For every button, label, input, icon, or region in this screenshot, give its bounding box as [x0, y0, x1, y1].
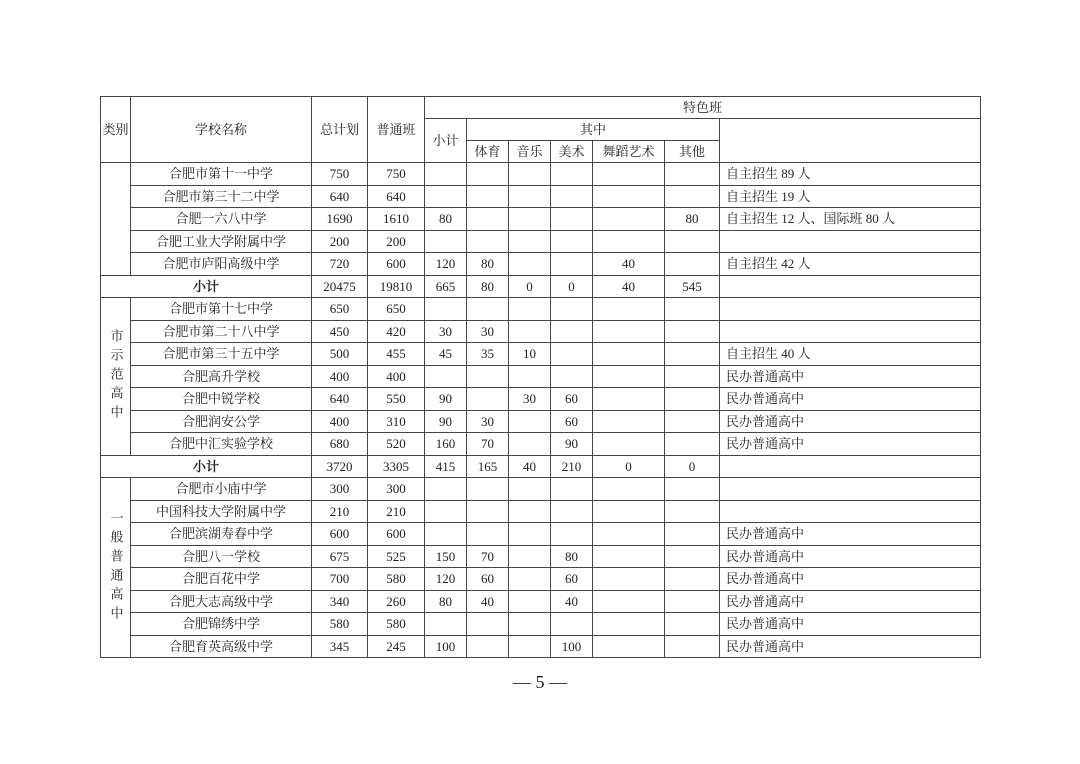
dance-cell: [593, 298, 665, 321]
other-cell: [665, 320, 720, 343]
dance-cell: [593, 320, 665, 343]
note-subtotal: [720, 275, 981, 298]
subtotal-row: [101, 455, 981, 478]
special-subtotal-cell: 45: [425, 343, 467, 366]
total-plan-cell: 650: [312, 298, 368, 321]
category-cell: 一般普通高中: [101, 478, 131, 658]
art-cell: 40: [551, 590, 593, 613]
school-name-cell: 合肥高升学校: [131, 365, 312, 388]
page-number: — 5 —: [513, 672, 567, 692]
dance-cell: [593, 523, 665, 546]
pe-cell: 30: [467, 320, 509, 343]
subtotal-label: 小计: [101, 455, 312, 478]
school-name-cell: 合肥中汇实验学校: [131, 433, 312, 456]
music-cell: [509, 613, 551, 636]
school-name-cell: 合肥润安公学: [131, 410, 312, 433]
other-cell: [665, 298, 720, 321]
art-cell: [551, 163, 593, 186]
other-cell: [665, 613, 720, 636]
note-cell: 自主招生 40 人: [720, 343, 981, 366]
art-cell: [551, 523, 593, 546]
music-cell: [509, 298, 551, 321]
regular-class-cell: 600: [368, 253, 425, 276]
pe-cell: 35: [467, 343, 509, 366]
special-subtotal-cell: 80: [425, 208, 467, 231]
school-name-cell: 合肥市第十一中学: [131, 163, 312, 186]
header-total: 总计划: [312, 97, 368, 163]
total-plan-cell: 580: [312, 613, 368, 636]
pe-cell: [467, 613, 509, 636]
note-cell: [720, 298, 981, 321]
dance-cell: [593, 478, 665, 501]
header-among: 其中: [467, 119, 720, 141]
category-cell: 市示范高中: [101, 298, 131, 456]
note-cell: 民办普通高中: [720, 410, 981, 433]
table-row: [101, 208, 981, 231]
enrollment-plan-table: [100, 96, 981, 658]
special-subtotal-cell: 90: [425, 410, 467, 433]
regular-class-cell: 455: [368, 343, 425, 366]
school-name-cell: 中国科技大学附属中学: [131, 500, 312, 523]
school-name-cell: 合肥市庐阳高级中学: [131, 253, 312, 276]
total-plan-cell: 675: [312, 545, 368, 568]
music-cell: [509, 590, 551, 613]
special-subtotal-cell: 30: [425, 320, 467, 343]
art-cell: [551, 253, 593, 276]
total-plan-cell: 200: [312, 230, 368, 253]
music-cell: 30: [509, 388, 551, 411]
school-name-cell: 合肥市第十七中学: [131, 298, 312, 321]
total-plan-cell: 680: [312, 433, 368, 456]
special-subtotal-cell: 120: [425, 253, 467, 276]
table-row: [101, 545, 981, 568]
music-subtotal: 0: [509, 275, 551, 298]
dance-cell: [593, 208, 665, 231]
table-row: [101, 613, 981, 636]
art-cell: [551, 320, 593, 343]
table-row: [101, 343, 981, 366]
music-cell: [509, 635, 551, 658]
art-cell: 60: [551, 388, 593, 411]
dance-cell: [593, 163, 665, 186]
dance-subtotal: 0: [593, 455, 665, 478]
header-regular: 普通班: [368, 97, 425, 163]
total-plan-cell: 720: [312, 253, 368, 276]
art-cell: [551, 478, 593, 501]
table-row: [101, 410, 981, 433]
other-cell: [665, 388, 720, 411]
table-header: [101, 97, 981, 163]
school-name-cell: 合肥百花中学: [131, 568, 312, 591]
other-cell: [665, 185, 720, 208]
pe-cell: [467, 478, 509, 501]
art-cell: 60: [551, 410, 593, 433]
table-row: [101, 500, 981, 523]
special-subtotal-cell: 90: [425, 388, 467, 411]
other-cell: [665, 635, 720, 658]
music-cell: [509, 208, 551, 231]
school-name-cell: 合肥大志高级中学: [131, 590, 312, 613]
other-cell: [665, 365, 720, 388]
regular-class-cell: 640: [368, 185, 425, 208]
dance-cell: [593, 230, 665, 253]
total-plan-cell: 640: [312, 388, 368, 411]
total-plan-cell: 700: [312, 568, 368, 591]
music-cell: [509, 545, 551, 568]
total-plan-subtotal: 20475: [312, 275, 368, 298]
total-plan-cell: 750: [312, 163, 368, 186]
total-plan-cell: 1690: [312, 208, 368, 231]
art-cell: [551, 343, 593, 366]
regular-class-cell: 525: [368, 545, 425, 568]
dance-cell: [593, 613, 665, 636]
note-cell: [720, 230, 981, 253]
art-subtotal: 0: [551, 275, 593, 298]
note-subtotal: [720, 455, 981, 478]
school-name-cell: 合肥市第二十八中学: [131, 320, 312, 343]
pe-cell: 80: [467, 253, 509, 276]
note-cell: 民办普通高中: [720, 433, 981, 456]
dance-cell: [593, 365, 665, 388]
special-subtotal-cell: [425, 185, 467, 208]
dance-cell: [593, 590, 665, 613]
regular-class-cell: 210: [368, 500, 425, 523]
special-subtotal-cell: 100: [425, 635, 467, 658]
other-cell: [665, 253, 720, 276]
pe-cell: [467, 388, 509, 411]
special-subtotal-cell: [425, 298, 467, 321]
art-cell: [551, 298, 593, 321]
header-other: 其他: [665, 141, 720, 163]
table-row: [101, 523, 981, 546]
table-row: [101, 590, 981, 613]
other-cell: [665, 478, 720, 501]
other-cell: [665, 590, 720, 613]
pe-cell: 30: [467, 410, 509, 433]
art-subtotal: 210: [551, 455, 593, 478]
art-cell: 60: [551, 568, 593, 591]
music-cell: [509, 320, 551, 343]
note-cell: 自主招生 19 人: [720, 185, 981, 208]
other-cell: [665, 500, 720, 523]
table-row: [101, 253, 981, 276]
music-cell: [509, 568, 551, 591]
total-plan-cell: 345: [312, 635, 368, 658]
dance-cell: [593, 410, 665, 433]
table-row: [101, 163, 981, 186]
dance-cell: [593, 185, 665, 208]
dance-cell: [593, 545, 665, 568]
music-cell: [509, 253, 551, 276]
special-subtotal-cell: [425, 478, 467, 501]
pe-subtotal: 165: [467, 455, 509, 478]
art-cell: [551, 365, 593, 388]
music-cell: [509, 500, 551, 523]
art-cell: [551, 613, 593, 636]
special-subtotal-cell: [425, 500, 467, 523]
school-name-cell: 合肥一六八中学: [131, 208, 312, 231]
regular-class-cell: 200: [368, 230, 425, 253]
school-name-cell: 合肥市第三十二中学: [131, 185, 312, 208]
music-cell: [509, 433, 551, 456]
special-subtotal-subtotal: 665: [425, 275, 467, 298]
other-cell: 80: [665, 208, 720, 231]
note-cell: 民办普通高中: [720, 568, 981, 591]
school-name-cell: 合肥市小庙中学: [131, 478, 312, 501]
dance-cell: 40: [593, 253, 665, 276]
regular-class-cell: 580: [368, 613, 425, 636]
school-name-cell: 合肥中锐学校: [131, 388, 312, 411]
art-cell: [551, 185, 593, 208]
table-row: [101, 433, 981, 456]
other-cell: [665, 545, 720, 568]
other-cell: [665, 230, 720, 253]
music-cell: [509, 523, 551, 546]
music-cell: [509, 230, 551, 253]
note-cell: [720, 500, 981, 523]
header-category: 类别: [101, 97, 131, 163]
art-cell: [551, 230, 593, 253]
other-subtotal: 545: [665, 275, 720, 298]
table-row: [101, 568, 981, 591]
special-subtotal-cell: 160: [425, 433, 467, 456]
header-dance: 舞蹈艺术: [593, 141, 665, 163]
dance-subtotal: 40: [593, 275, 665, 298]
category-cell: [101, 163, 131, 276]
table-row: [101, 298, 981, 321]
special-subtotal-cell: 120: [425, 568, 467, 591]
pe-cell: [467, 635, 509, 658]
total-plan-cell: 640: [312, 185, 368, 208]
regular-class-cell: 550: [368, 388, 425, 411]
other-cell: [665, 523, 720, 546]
other-cell: [665, 410, 720, 433]
note-cell: [720, 478, 981, 501]
note-cell: 自主招生 12 人、国际班 80 人: [720, 208, 981, 231]
header-art: 美术: [551, 141, 593, 163]
header-pe: 体育: [467, 141, 509, 163]
pe-cell: [467, 230, 509, 253]
regular-class-cell: 650: [368, 298, 425, 321]
pe-cell: 60: [467, 568, 509, 591]
total-plan-cell: 400: [312, 365, 368, 388]
pe-cell: 70: [467, 545, 509, 568]
pe-cell: 70: [467, 433, 509, 456]
header-music: 音乐: [509, 141, 551, 163]
dance-cell: [593, 635, 665, 658]
header-special: 特色班: [425, 97, 981, 119]
regular-class-cell: 245: [368, 635, 425, 658]
regular-class-cell: 310: [368, 410, 425, 433]
total-plan-subtotal: 3720: [312, 455, 368, 478]
pe-cell: [467, 208, 509, 231]
special-subtotal-cell: [425, 230, 467, 253]
art-cell: [551, 500, 593, 523]
regular-class-subtotal: 19810: [368, 275, 425, 298]
total-plan-cell: 300: [312, 478, 368, 501]
table-row: [101, 388, 981, 411]
subtotal-label: 小计: [101, 275, 312, 298]
total-plan-cell: 600: [312, 523, 368, 546]
note-cell: [720, 320, 981, 343]
other-cell: [665, 343, 720, 366]
special-subtotal-cell: [425, 365, 467, 388]
pe-cell: [467, 523, 509, 546]
dance-cell: [593, 568, 665, 591]
total-plan-cell: 340: [312, 590, 368, 613]
pe-cell: [467, 365, 509, 388]
school-name-cell: 合肥市第三十五中学: [131, 343, 312, 366]
special-subtotal-cell: [425, 523, 467, 546]
music-subtotal: 40: [509, 455, 551, 478]
note-cell: 民办普通高中: [720, 635, 981, 658]
dance-cell: [593, 388, 665, 411]
table-row: [101, 230, 981, 253]
regular-class-cell: 400: [368, 365, 425, 388]
table-row: [101, 185, 981, 208]
table-body: [101, 163, 981, 658]
total-plan-cell: 400: [312, 410, 368, 433]
total-plan-cell: 450: [312, 320, 368, 343]
note-cell: 民办普通高中: [720, 613, 981, 636]
music-cell: [509, 185, 551, 208]
note-cell: 民办普通高中: [720, 523, 981, 546]
regular-class-cell: 750: [368, 163, 425, 186]
school-name-cell: 合肥滨湖寿春中学: [131, 523, 312, 546]
art-cell: 90: [551, 433, 593, 456]
header-school: 学校名称: [131, 97, 312, 163]
regular-class-cell: 520: [368, 433, 425, 456]
regular-class-subtotal: 3305: [368, 455, 425, 478]
special-subtotal-cell: 80: [425, 590, 467, 613]
total-plan-cell: 500: [312, 343, 368, 366]
header-subtotal: 小计: [425, 119, 467, 163]
note-cell: 民办普通高中: [720, 545, 981, 568]
regular-class-cell: 1610: [368, 208, 425, 231]
note-cell: 民办普通高中: [720, 388, 981, 411]
dance-cell: [593, 500, 665, 523]
subtotal-row: [101, 275, 981, 298]
music-cell: [509, 365, 551, 388]
other-cell: [665, 163, 720, 186]
art-cell: 80: [551, 545, 593, 568]
table-row: [101, 478, 981, 501]
special-subtotal-cell: [425, 613, 467, 636]
table-row: [101, 365, 981, 388]
music-cell: [509, 410, 551, 433]
note-cell: 自主招生 89 人: [720, 163, 981, 186]
school-name-cell: 合肥育英高级中学: [131, 635, 312, 658]
special-subtotal-subtotal: 415: [425, 455, 467, 478]
regular-class-cell: 580: [368, 568, 425, 591]
special-subtotal-cell: [425, 163, 467, 186]
pe-cell: 40: [467, 590, 509, 613]
regular-class-cell: 420: [368, 320, 425, 343]
pe-cell: [467, 298, 509, 321]
music-cell: 10: [509, 343, 551, 366]
music-cell: [509, 163, 551, 186]
regular-class-cell: 300: [368, 478, 425, 501]
note-cell: 民办普通高中: [720, 365, 981, 388]
regular-class-cell: 600: [368, 523, 425, 546]
other-subtotal: 0: [665, 455, 720, 478]
school-name-cell: 合肥锦绣中学: [131, 613, 312, 636]
pe-cell: [467, 185, 509, 208]
pe-cell: [467, 500, 509, 523]
music-cell: [509, 478, 551, 501]
table-row: [101, 635, 981, 658]
dance-cell: [593, 343, 665, 366]
school-name-cell: 合肥八一学校: [131, 545, 312, 568]
regular-class-cell: 260: [368, 590, 425, 613]
art-cell: [551, 208, 593, 231]
dance-cell: [593, 433, 665, 456]
special-subtotal-cell: 150: [425, 545, 467, 568]
school-name-cell: 合肥工业大学附属中学: [131, 230, 312, 253]
total-plan-cell: 210: [312, 500, 368, 523]
table-row: [101, 320, 981, 343]
art-cell: 100: [551, 635, 593, 658]
other-cell: [665, 433, 720, 456]
note-cell: 民办普通高中: [720, 590, 981, 613]
note-cell: 自主招生 42 人: [720, 253, 981, 276]
pe-subtotal: 80: [467, 275, 509, 298]
pe-cell: [467, 163, 509, 186]
other-cell: [665, 568, 720, 591]
